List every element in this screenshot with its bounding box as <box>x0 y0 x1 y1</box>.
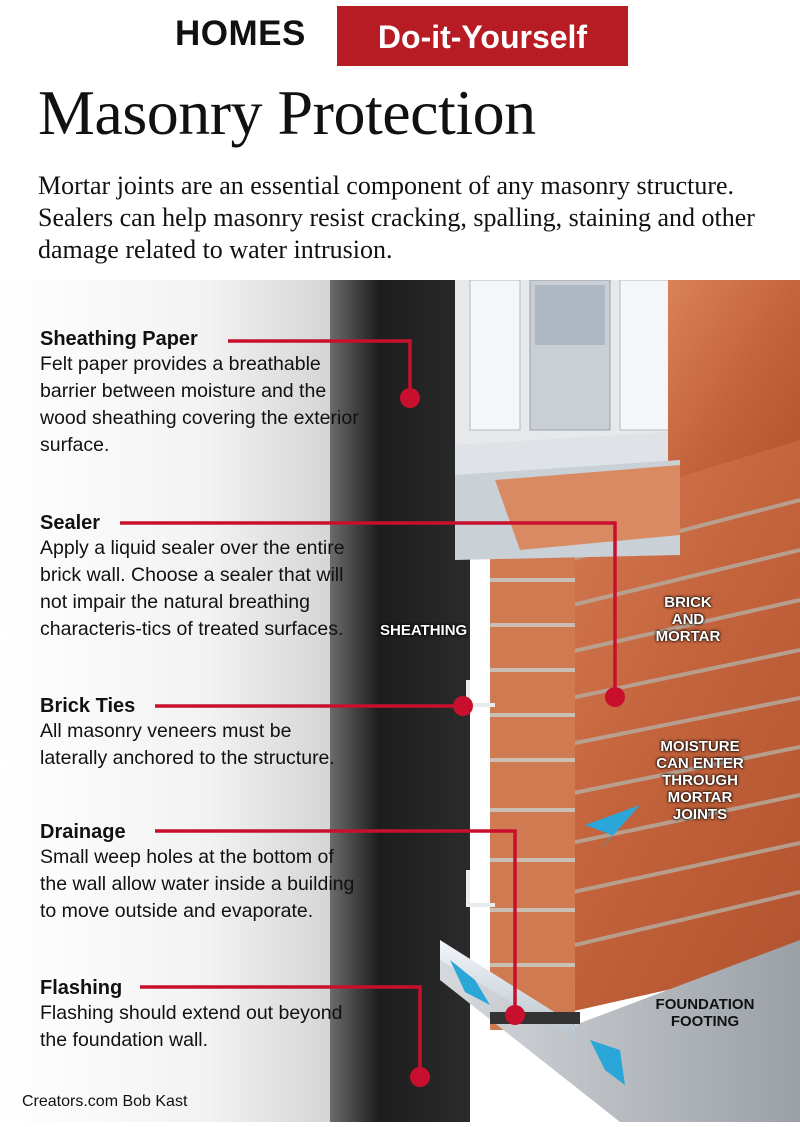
callout-brick-ties <box>40 694 350 772</box>
callout-sealer <box>40 511 355 643</box>
callout-heading: Sealer <box>40 512 101 534</box>
callout-body: Small weep holes at the bottom of the wall allow water inside a building to move outside and evaporate. <box>40 846 355 922</box>
intro-text: Mortar joints are an essential component of any masonry structure. Sealers can help masonry resist cracking, spalling, staining and other damage related to water intrusion. <box>38 171 755 264</box>
callout-drainage <box>40 820 360 925</box>
callout-heading: Brick Ties <box>40 695 136 717</box>
series-label: Do-it-Yourself <box>377 19 588 55</box>
brick-mortar-label: BRICK AND MORTAR <box>655 594 721 645</box>
callout-body: Apply a liquid sealer over the entire brick wall. Choose a sealer that will not impair the natural breathing characteris-tics of treated surfaces. <box>40 537 345 640</box>
series-banner <box>337 6 628 66</box>
callout-heading: Drainage <box>40 821 126 843</box>
sheathing-label: SHEATHING <box>380 622 468 639</box>
page-title: Masonry Protection <box>38 77 536 148</box>
callout-flashing <box>40 976 345 1054</box>
callout-heading: Sheathing Paper <box>40 328 198 350</box>
callout-heading: Flashing <box>40 977 123 999</box>
callout-sheathing-paper <box>40 327 370 459</box>
credit-line: Creators.com Bob Kast <box>22 1093 188 1110</box>
callout-body: Flashing should extend out beyond the foundation wall. <box>40 1002 343 1051</box>
callout-body: All masonry veneers must be laterally anchored to the structure. <box>40 720 335 769</box>
header <box>0 0 800 70</box>
foundation-label: FOUNDATION FOOTING <box>655 996 755 1030</box>
section-label: HOMES <box>175 14 306 53</box>
moisture-label: MOISTURE CAN ENTER THROUGH MORTAR JOINTS <box>656 738 744 823</box>
callout-body: Felt paper provides a breathable barrier between moisture and the wood sheathing covering the exterior surface. <box>40 353 359 456</box>
